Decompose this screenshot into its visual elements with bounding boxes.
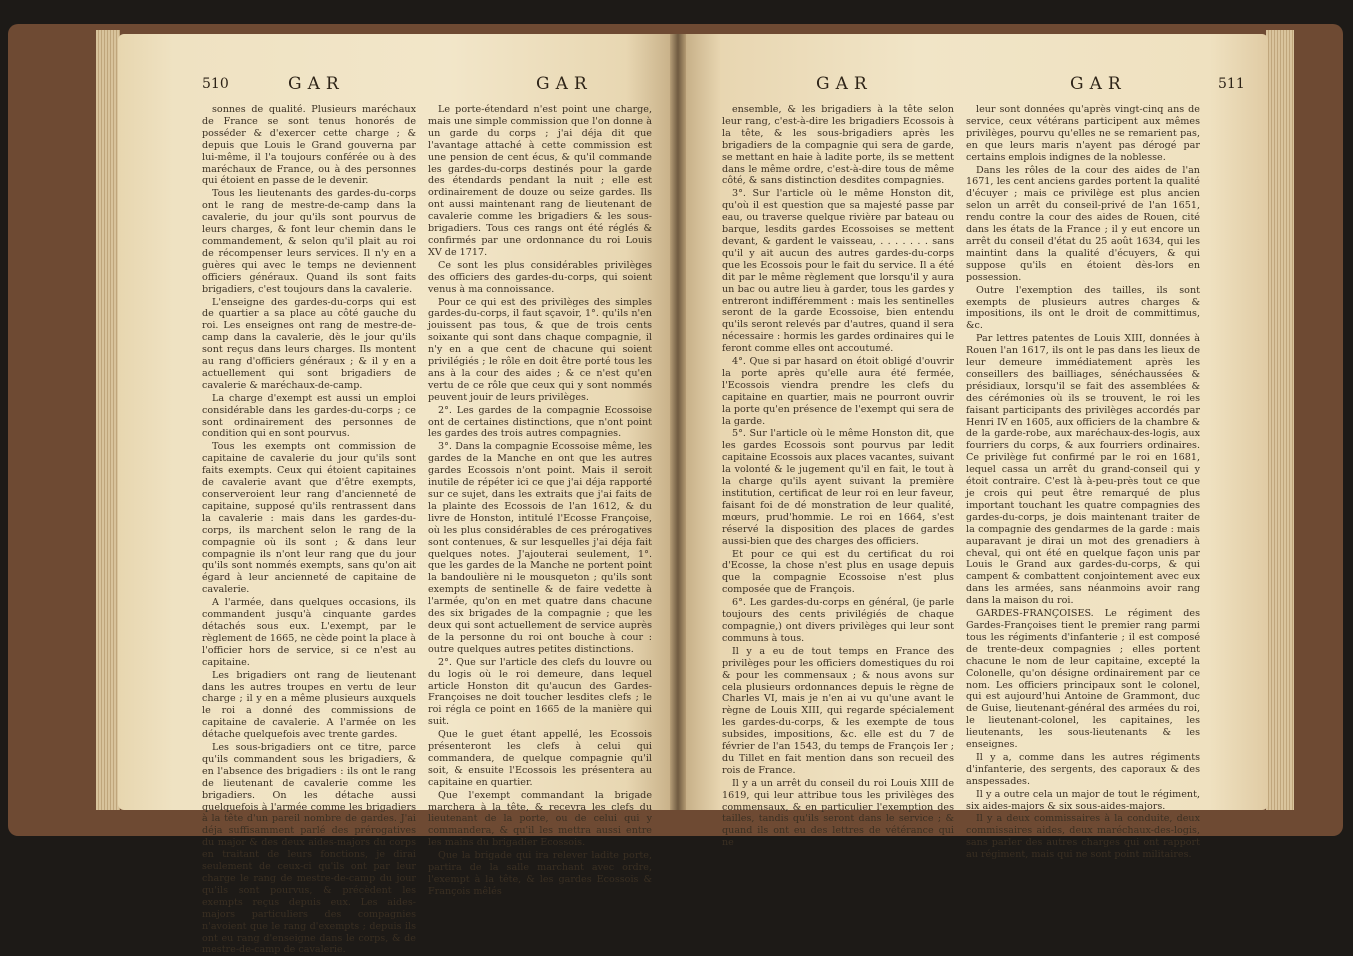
running-head-right-2: GAR	[1070, 74, 1127, 94]
left-column-2	[428, 104, 652, 897]
running-head-right: GAR	[816, 74, 873, 94]
running-head-left-2: GAR	[536, 74, 593, 94]
paragraph: Par lettres patentes de Louis XIII, données à Rouen l'an 1617, ils ont le pas dans les lieux de leur demeure immédiatement après les conseillers des bailliages, sénéchaussées & présidiaux, lorsqu'il se fait des assemblées & des cérémonies où ils se trouvent, le roi les faisant participants des privilèges accordés par Henri IV en 1605, aux officiers de la chambre & de la garde-robe, aux maréchaux-des-logis, aux fourriers du corps, & aux fourriers ordinaires. Ce privilège fut confirmé par le roi en 1681, lequel cassa un arrêt du grand-conseil qui y étoit contraire. C'est là à-peu-près tout ce que je crois qui peut être remarqué de plus important touchant les quatre compagnies des gardes-du-corps, je dois maintenant traiter de la compagnie des gendarmes de la garde : mais auparavant je dirai un mot des grenadiers à cheval, qui ont été en quelque façon unis par Louis le Grand aux gardes-du-corps, & qui campent & combattent conjointement avec eux dans les armées, sans néanmoins avoir rang dans la maison du roi.	[966, 333, 1200, 607]
paragraph: Et pour ce qui est du certificat du roi d'Ecosse, la chose n'est plus en usage depuis que la compagnie Ecossoise n'est plus composée que de François.	[722, 548, 954, 596]
right-column-2	[966, 104, 1200, 861]
paragraph: Il y a, comme dans les autres régiments d'infanterie, des sergents, des caporaux & des anspessades.	[966, 751, 1200, 787]
paragraph: Tous les exempts ont commission de capitaine de cavalerie du jour qu'ils sont faits exempts. Ceux qui étoient capitaines de cavalerie avant que d'être exempts, conserveroient leur rang d'ancienneté de capitaine, supposé qu'ils rentrassent dans la cavalerie : mais dans les gardes-du-corps, ils marchent selon le rang de la compagnie où ils sont ; & dans leur compagnie ils n'ont leur rang que du jour qu'ils sont nommés exempts, sans qu'on ait égard à leur ancienneté de capitaine de cavalerie.	[202, 441, 416, 596]
paragraph: 6°. Les gardes-du-corps en général, (je parle toujours des cents privilégiés de chaque compagnie,) ont divers privilèges qui leur sont communs à tous.	[722, 597, 954, 644]
page-number-left: 510	[202, 76, 229, 92]
paragraph: 4°. Que si par hasard on étoit obligé d'ouvrir la porte après qu'elle aura été fermée, l'Ecossois viendra prendre les clefs du capitaine en quartier, mais ne pourront ouvrir la porte qu'en présence de l'exempt qui sera de la garde.	[722, 356, 954, 427]
right-column-1	[722, 104, 954, 849]
paragraph: Le porte-étendard n'est point une charge, mais une simple commission que l'on donne à un garde du corps ; j'ai déja dit que l'avantage attaché à cette commission est une pension de cent écus, & qu'il commande les gardes-du-corps destinés pour la garde des étendards pendant la nuit ; elle est ordinairement de douze ou seize gardes. Ils ont aussi maintenant rang de lieutenant de cavalerie comme les brigadiers & les sous-brigadiers. Tous ces rangs ont été réglés & confirmés par une ordonnance du roi Louis XV de 1717.	[428, 104, 652, 258]
paragraph: Ce sont les plus considérables privilèges des officiers des gardes-du-corps, qui soient venus à ma connoissance.	[428, 259, 652, 295]
paragraph: Que la brigade qui ira relever ladite porte, partira de la salle marchant avec ordre, l'exempt à la tête, & les gardes Ecossois & François mêlés	[428, 850, 652, 897]
right-page-edges	[1266, 30, 1294, 810]
paragraph: ensemble, & les brigadiers à la tête selon leur rang, c'est-à-dire les brigadiers Ecossois à la tête, & les sous-brigadiers après les brigadiers de la compagnie qui sera de garde, se mettant en haie à ladite porte, ils se mettent dans le même ordre, c'est-à-dire tous de même côté, & sans distinction desdites compagnies.	[722, 104, 954, 187]
paragraph: 2°. Les gardes de la compagnie Ecossoise ont de certaines distinctions, que n'ont point les gardes des trois autres compagnies.	[428, 404, 652, 440]
paragraph: GARDES-FRANÇOISES. Le régiment des Gardes-Françoises tient le premier rang parmi tous les régiments d'infanterie ; il est composé de trente-deux compagnies ; elles portent chacune le nom de leur capitaine, excepté la Colonelle, qu'on désigne ordinairement par ce nom. Les officiers principaux sont le colonel, qui est aujourd'hui Antoine de Grammont, duc de Guise, lieutenant-général des armées du roi, le lieutenant-colonel, les capitaines, les lieutenants, les sous-lieutenants & les enseignes.	[966, 608, 1200, 751]
paragraph: Les sous-brigadiers ont ce titre, parce qu'ils commandent sous les brigadiers, & en l'absence des brigadiers : ils ont le rang de lieutenant de cavalerie comme les brigadiers. On les détache aussi quelquefois à l'armée comme les brigadiers à la tête d'un pareil nombre de gardes. J'ai déja suffisamment parlé des prérogatives du major & des deux aides-majors du corps en traitant de leurs fonctions, je dirai seulement de ceux-ci qu'ils ont par leur charge le rang de mestre-de-camp du jour qu'ils sont pourvus, & précèdent les exempts reçus depuis eux. Les aides-majors particuliers des compagnies n'avoient que le rang d'exempts ; depuis ils ont eu rang d'enseigne dans le corps, & de mestre-de-camp de cavalerie.	[202, 742, 416, 956]
right-page	[686, 34, 1268, 861]
paragraph: Dans les rôles de la cour des aides de l'an 1671, les cent anciens gardes portent la qualité d'écuyer ; mais ce privilège est plus ancien selon un arrêt du conseil-privé de l'an 1651, rendu contre la cour des aides de Rouen, cité dans les états de la France ; il y eut encore un arrêt du conseil d'état du 25 août 1634, qui les maintint dans la qualité d'écuyers, & qui suppose qu'ils en étoient dès-lors en possession.	[966, 164, 1200, 283]
paragraph: 5°. Sur l'article où le même Honston dit, que les gardes Ecossois sont pourvus par ledit capitaine Ecossois aux places vacantes, suivant la volonté & le jugement qu'il en fait, le tout à la charge qu'ils ayent suivant la première institution, certificat de leur roi en leur faveur, faisant foi de dé monstration de leur qualité, mœurs, prud'hommie. Le roi en 1664, s'est réservé la disposition des places de gardes aussi-bien que des charges des officiers.	[722, 428, 954, 547]
paragraph: Il y a eu de tout temps en France des privilèges pour les officiers domestiques du roi & pour les commensaux ; & nous avons sur cela plusieurs ordonnances depuis le règne de Charles VI, mais je n'en ai vu qu'une avant le règne de Louis XIII, qui regarde spécialement les gardes-du-corps, & les exempte de tous subsides, impositions, &c. elle est du 7 de février de l'an 1543, du temps de François Ier ; du Tillet en fait mention dans son recueil des rois de France.	[722, 645, 954, 776]
left-column-1	[202, 104, 416, 956]
paragraph: A l'armée, dans quelques occasions, ils commandent jusqu'à cinquante gardes détachés sous eux. L'exempt, par le règlement de 1665, ne cède point la place à l'officier hors de service, si ce n'est au capitaine.	[202, 597, 416, 668]
paragraph: Il y a deux commissaires à la conduite, deux commissaires aides, deux maréchaux-des-logis, sans parler des autres charges qui ont rapport au régiment, mais qui ne sont point militaires.	[966, 813, 1200, 861]
left-page-edges	[96, 30, 120, 810]
page-number-right: 511	[1218, 76, 1245, 92]
paragraph: La charge d'exempt est aussi un emploi considérable dans les gardes-du-corps ; ce sont ordinairement des personnes de condition qui en sont pourvus.	[202, 392, 416, 440]
paragraph: Que le guet étant appellé, les Ecossois présenteront les clefs à celui qui commandera, de quelque compagnie qu'il soit, & ensuite l'Ecossois les présentera au capitaine en quartier.	[428, 729, 652, 788]
paragraph: L'enseigne des gardes-du-corps qui est de quartier a sa place au côté gauche du roi. Les enseignes ont rang de mestre-de-camp dans la cavalerie, dès le jour qu'ils sont reçus dans leurs charges. Ils montent au rang d'officiers généraux ; & il y en a actuellement qui sont brigadiers de cavalerie & maréchaux-de-camp.	[202, 296, 416, 391]
paragraph: Que l'exempt commandant la brigade marchera à la tête, & recevra les clefs du lieutenant de la porte, ou de celui qui y commandera, & qu'il les mettra aussi entre les mains du brigadier Ecossois.	[428, 789, 652, 849]
left-page	[118, 34, 670, 956]
paragraph: 3°. Dans la compagnie Ecossoise même, les gardes de la Manche en ont que les autres gardes Ecossois n'ont point. Mais il seroit inutile de répéter ici ce que j'ai déja rapporté sur ce sujet, dans les extraits que j'ai faits de la plainte des Ecossois de l'an 1612, & du livre de Honston, intitulé l'Ecosse Françoise, où les plus considérables de ces prérogatives sont contenues, & sur lesquelles j'ai déja fait quelques notes. J'ajouterai seulement, 1°. que les gardes de la Manche ne portent point la bandoulière ni le mousqueton ; qu'ils sont exempts de sentinelle & de faire vedette à l'armée, qu'on en met quatre dans chacune des six brigades de la compagnie ; que les deux qui sont actuellement de service auprès de la personne du roi ont bouche à cour : outre quelques autres petites distinctions.	[428, 441, 652, 655]
paragraph: leur sont données qu'après vingt-cinq ans de service, ceux vétérans participent aux mêmes privilèges, pourvu qu'elles ne se remarient pas, en que leurs maris n'ayent pas dérogé par certains emplois indignes de la noblesse.	[966, 104, 1200, 163]
running-head-left: GAR	[288, 74, 345, 94]
paragraph: Outre l'exemption des tailles, ils sont exempts de plusieurs autres charges & impositions, ils ont le droit de committimus, &c.	[966, 284, 1200, 332]
paragraph: 3°. Sur l'article où le même Honston dit, qu'où il est question que sa majesté passe par eau, ou traverse quelque rivière par bateau ou barque, lesdits gardes Ecossoises se mettent devant, & gardent le vaisseau, . . . . . . . sans qu'il y ait aucun des autres gardes-du-corps que les Ecossois pour le fait du service. Il a été dit par le même règlement que lorsqu'il y aura un bac ou autre lieu à garder, tous les gardes y entreront indifféremment : mais les sentinelles seront de la garde Ecossoise, bien entendu qu'ils seront relevés par d'autres, quand il sera nécessaire : hormis les gardes ordinaires qui le feront comme elles ont accoutumé.	[722, 188, 954, 355]
paragraph: Tous les lieutenants des gardes-du-corps ont le rang de mestre-de-camp dans la cavalerie, du jour qu'ils sont pourvus de leurs charges, & font leur chemin dans le commandement, & selon qu'il plait au roi de récompenser leurs services. Il n'y en a guères qui avec le temps ne deviennent officiers généraux. Quand ils sont faits brigadiers, c'est toujours dans la cavalerie.	[202, 188, 416, 295]
paragraph: Les brigadiers ont rang de lieutenant dans les autres troupes en vertu de leur charge ; il y en a même plusieurs auxquels le roi a donné des commissions de capitaine de cavalerie. A l'armée on les détache quelquefois avec trente gardes.	[202, 669, 416, 741]
paragraph: 2°. Que sur l'article des clefs du louvre ou du logis où le roi demeure, dans lequel article Honston dit qu'aucun des Gardes-Françoises ne doit toucher lesdites clefs ; le roi régla ce point en 1665 de la manière qui suit.	[428, 656, 652, 728]
paragraph: Il y a outre cela un major de tout le régiment, six aides-majors & six sous-aides-majors.	[966, 788, 1200, 812]
book-gutter	[670, 34, 686, 810]
paragraph: Pour ce qui est des privilèges des simples gardes-du-corps, il faut sçavoir, 1°. qu'ils n'en jouissent pas tous, & que de trois cents soixante qui sont dans chaque compagnie, il n'y en a que cent de chacune qui soient privilégiés ; le rôle en doit être porté tous les ans à la cour des aides ; & ce n'est qu'en vertu de ce rôle que ceux qui y sont nommés peuvent jouir de leurs privilèges.	[428, 296, 652, 403]
paragraph: sonnes de qualité. Plusieurs maréchaux de France se sont tenus honorés de posséder & d'exercer cette charge ; & depuis que Louis le Grand gouverna par lui-même, il l'a toujours conférée ou à des maréchaux de France, ou à des personnes qui étoient en passe de le devenir.	[202, 104, 416, 187]
paragraph: Il y a un arrêt du conseil du roi Louis XIII de 1619, qui leur attribue tous les privilèges des commensaux, & en particulier l'exemption des tailles, tandis qu'ils seront dans le service ; & quand ils ont eu des lettres de vétérance qui ne	[722, 777, 954, 849]
